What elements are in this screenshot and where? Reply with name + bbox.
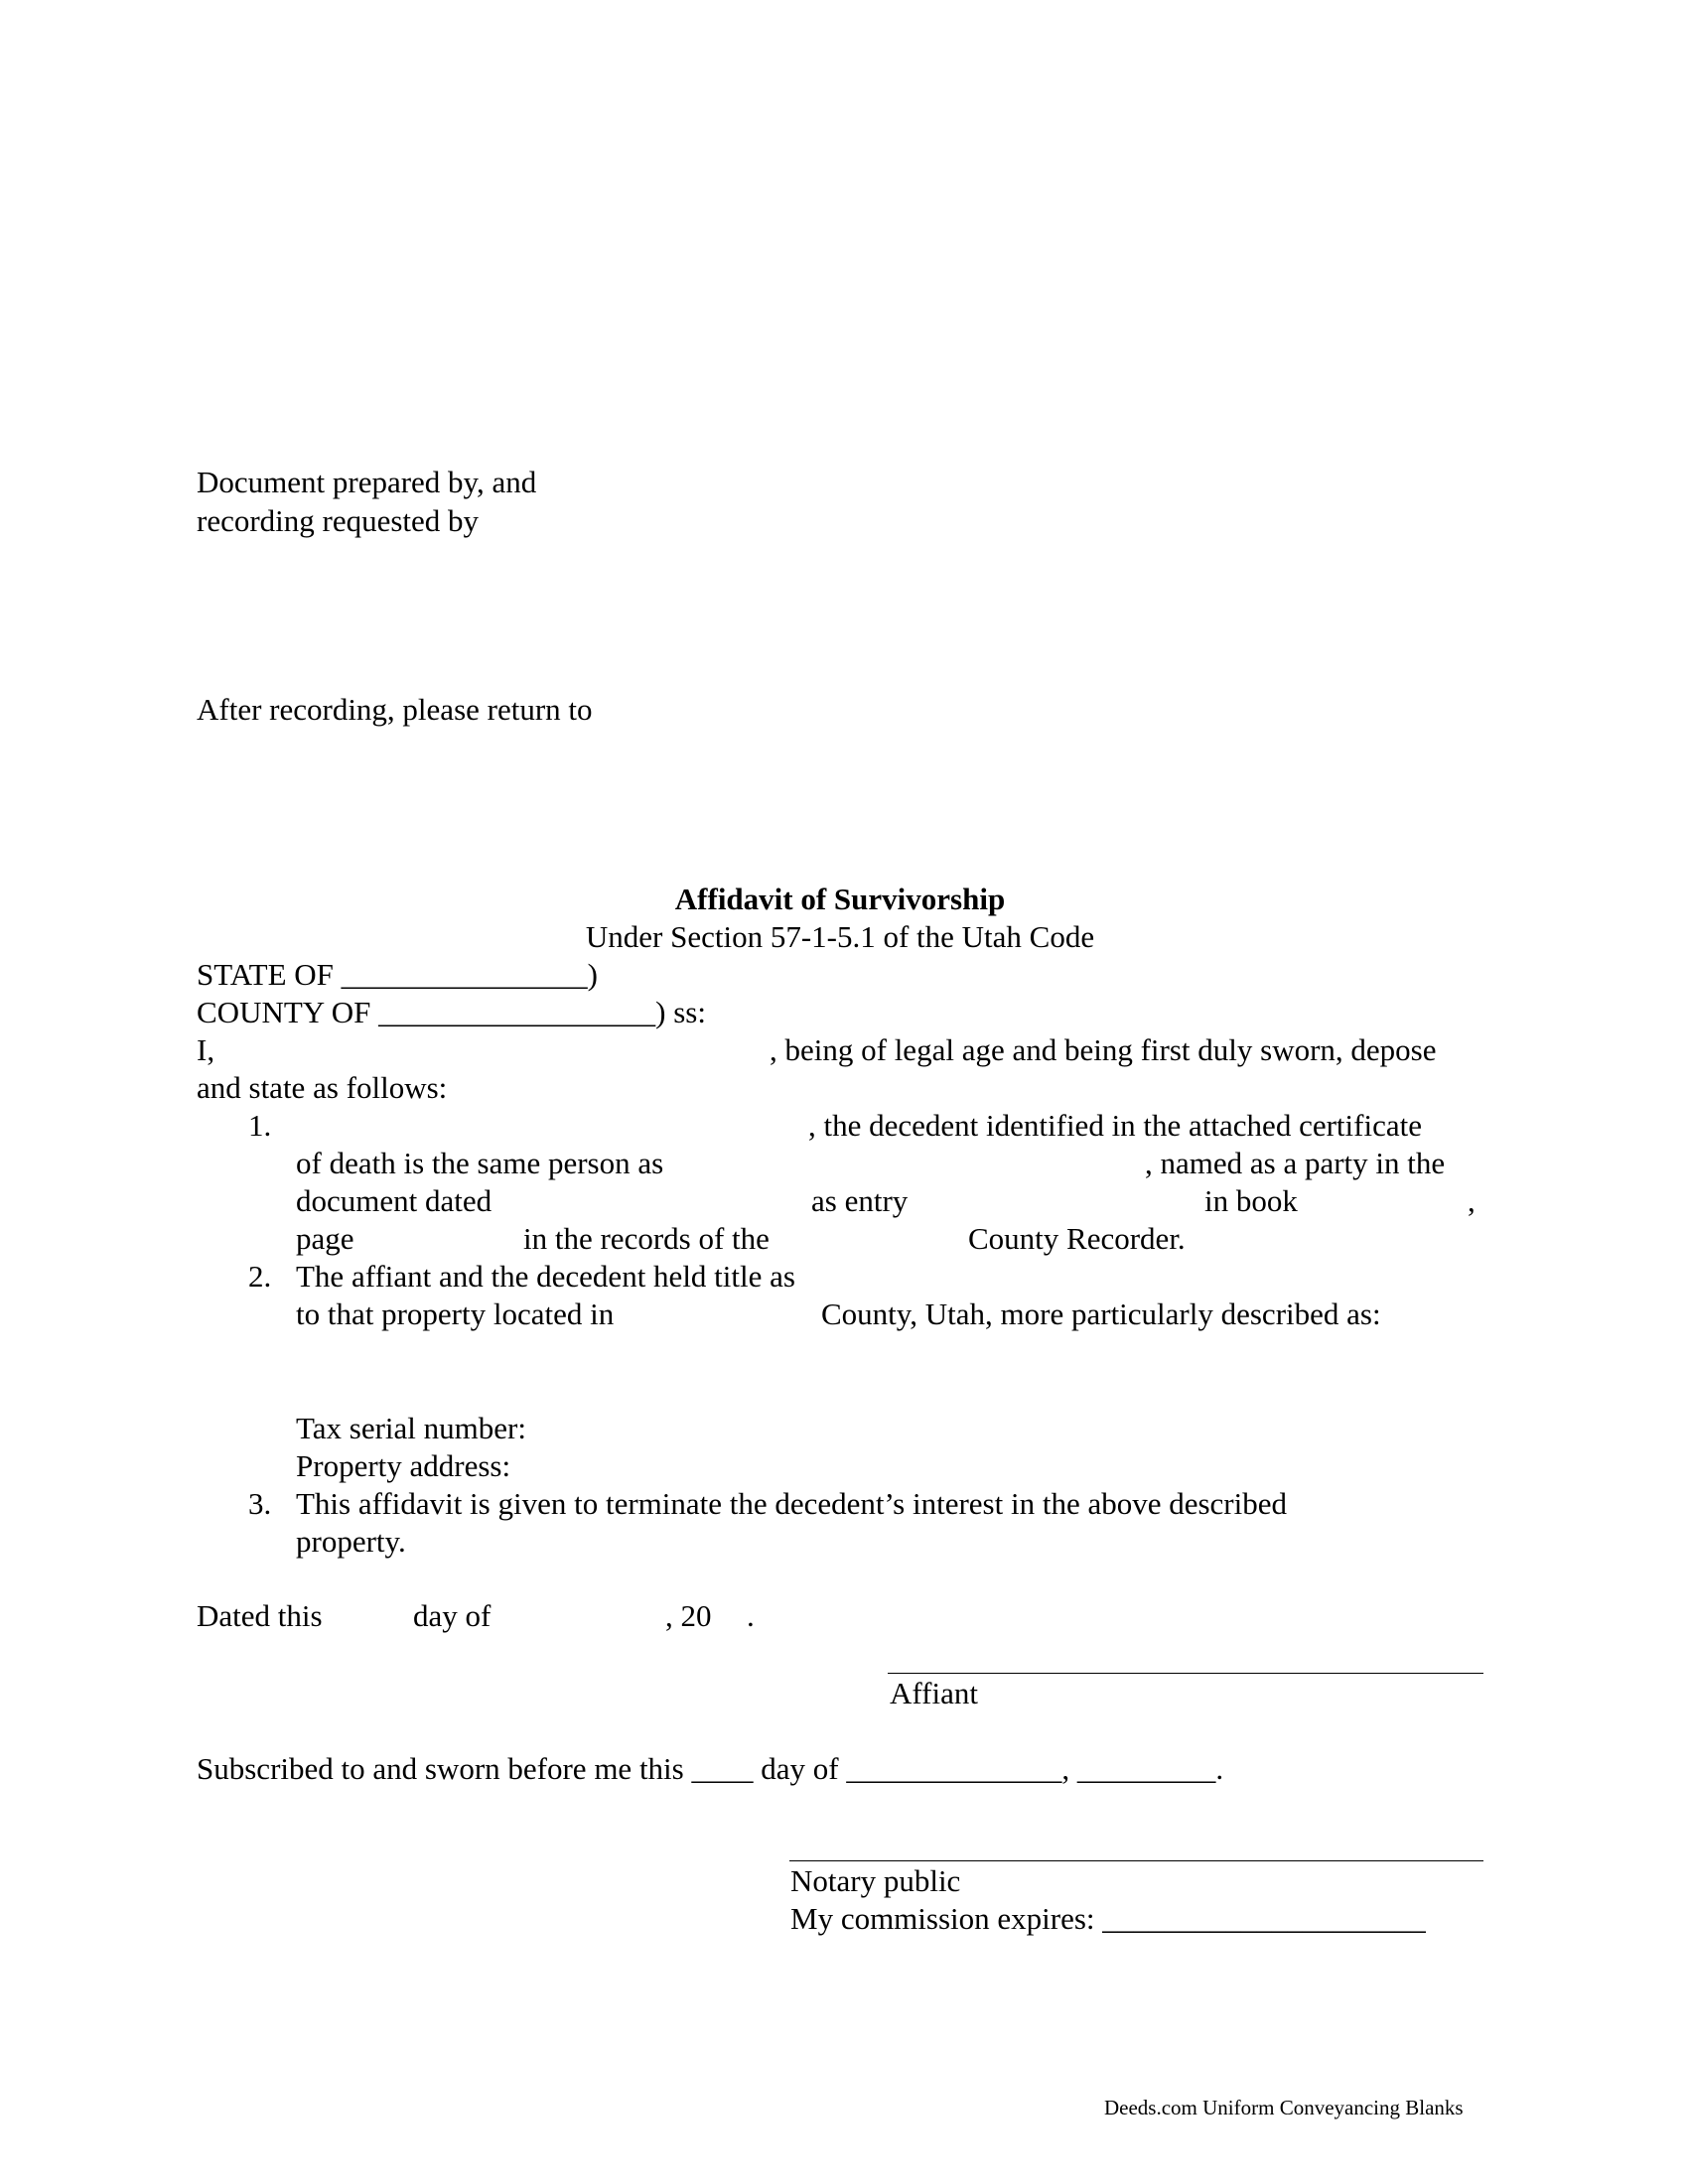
notary-signature-line — [789, 1860, 1483, 1861]
document-title: Affidavit of Survivorship — [674, 882, 1006, 916]
item1-named: , named as a party in the — [1145, 1146, 1446, 1180]
item2-affiant: The affiant and the decedent held title as — [296, 1259, 795, 1294]
item2-located: to that property located in — [296, 1297, 615, 1331]
item1-page: page — [296, 1221, 354, 1256]
intro-i: I, — [197, 1032, 215, 1067]
item3-line1: This affidavit is given to terminate the decedent’s interest in the above described — [296, 1486, 1287, 1521]
item1-as-entry: as entry — [811, 1183, 909, 1218]
intro-state-follows: and state as follows: — [197, 1070, 448, 1105]
return-to-line: After recording, please return to — [197, 692, 593, 727]
county-of-line: COUNTY OF __________________) ss: — [197, 995, 706, 1029]
document-subtitle: Under Section 57-1-5.1 of the Utah Code — [585, 919, 1095, 954]
affiant-signature-line — [888, 1673, 1483, 1674]
item3-number: 3. — [248, 1486, 272, 1521]
footer-credit: Deeds.com Uniform Conveyancing Blanks — [1104, 2096, 1464, 2119]
prepared-by-line1: Document prepared by, and — [197, 465, 537, 499]
state-of-line: STATE OF ________________) — [197, 957, 598, 992]
affiant-label: Affiant — [890, 1676, 978, 1710]
item2-number: 2. — [248, 1259, 272, 1294]
property-address: Property address: — [296, 1448, 511, 1483]
item1-of-death: of death is the same person as — [296, 1146, 664, 1180]
dated-year: , 20 — [665, 1598, 712, 1633]
commission-expires-line: My commission expires: _____________________ — [790, 1901, 1426, 1936]
tax-serial-number: Tax serial number: — [296, 1411, 526, 1445]
item1-in-book: in book — [1204, 1183, 1298, 1218]
item2-county-utah: County, Utah, more particularly described as: — [821, 1297, 1381, 1331]
intro-being: , being of legal age and being first duly sworn, depose — [770, 1032, 1437, 1067]
item1-county-recorder: County Recorder. — [968, 1221, 1186, 1256]
subscribed-line: Subscribed to and sworn before me this ____ day of ______________, _________. — [197, 1751, 1224, 1786]
item1-records: in the records of the — [523, 1221, 770, 1256]
item1-document-dated: document dated — [296, 1183, 492, 1218]
item1-decedent: , the decedent identified in the attached certificate — [808, 1108, 1422, 1143]
item1-number: 1. — [248, 1108, 272, 1143]
dated-this: Dated this — [197, 1598, 323, 1633]
notary-public-label: Notary public — [790, 1863, 961, 1898]
item3-line2: property. — [296, 1524, 406, 1559]
dated-period: . — [747, 1598, 755, 1633]
item1-comma: , — [1468, 1183, 1476, 1218]
prepared-by-line2: recording requested by — [197, 503, 480, 538]
dated-day-of: day of — [413, 1598, 492, 1633]
